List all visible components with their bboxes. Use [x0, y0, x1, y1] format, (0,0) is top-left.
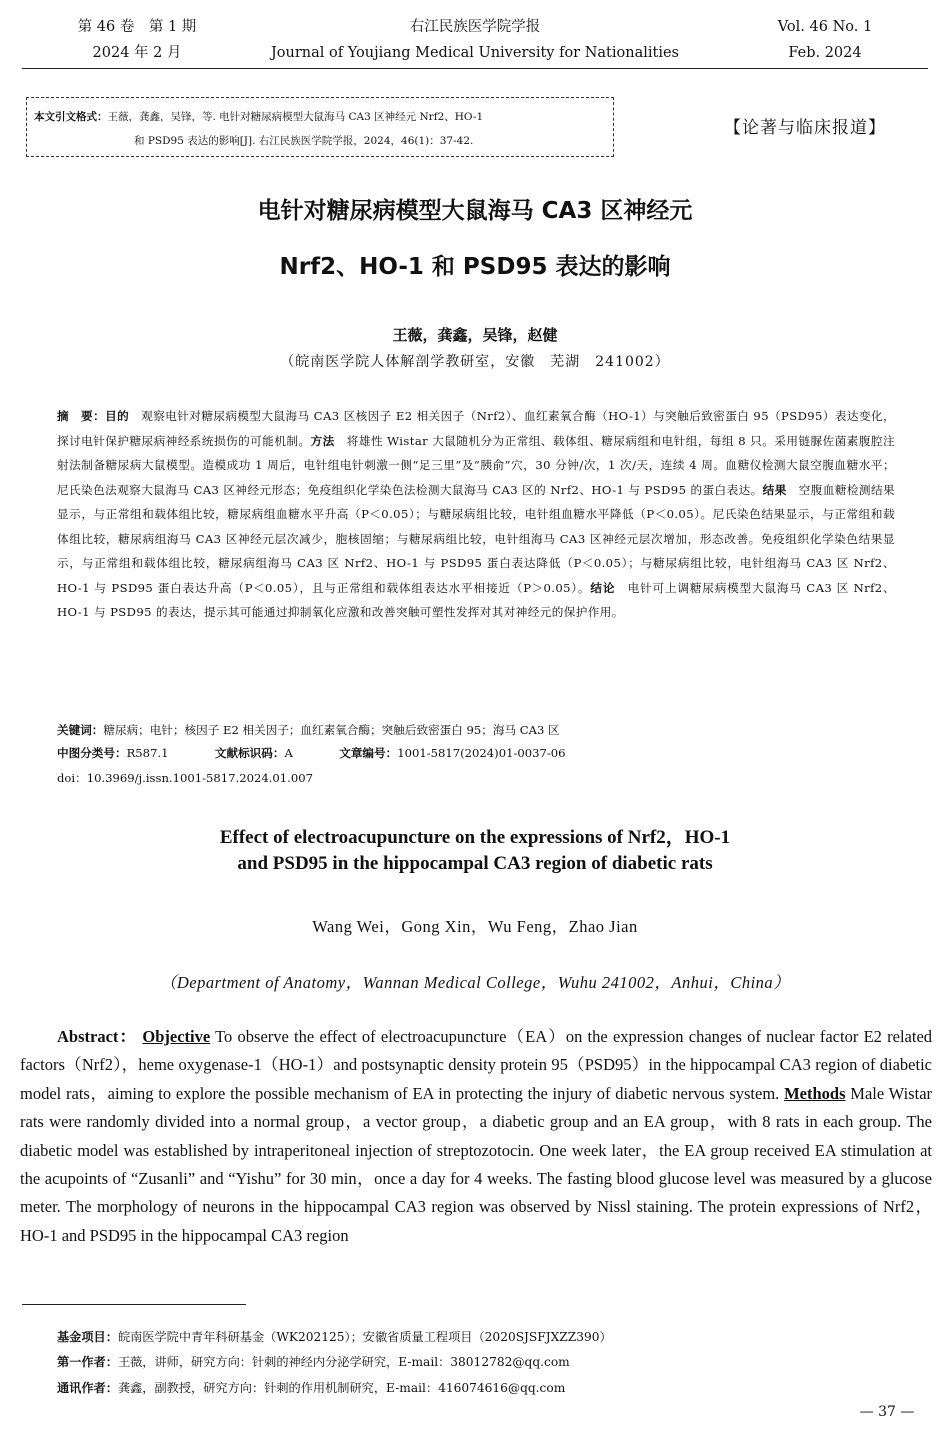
- abstract-cn-label: 摘 要：: [57, 409, 106, 423]
- header-right: [740, 14, 910, 66]
- footnote-rule: [22, 1304, 246, 1305]
- affiliation-en: （Department of Anatomy，Wannan Medical College，Wuhu 241002，Anhui，China）: [159, 973, 791, 992]
- clc-value: R587.1: [126, 746, 169, 760]
- objective-cn: 观察电针对糖尿病模型大鼠海马 CA3 区核因子 E2 相关因子（Nrf2）、血红素氧合酶（HO-1）与突触后致密蛋白 95（PSD95）表达变化，探讨电针保护糖尿病神经系统损伤的可能机制。: [57, 409, 895, 448]
- conclusion-cn: 电针可上调糖尿病模型大鼠海马 CA3 区 Nrf2、HO-1 与 PSD95 的表达，提示其可能通过抑制氧化应激和改善突触可塑性发挥对其对神经元的保护作用。: [57, 580, 895, 619]
- doi: doi：10.3969/j.issn.1001-5817.2024.01.007: [57, 771, 313, 785]
- corresponding-author-footnote: [57, 1378, 565, 1398]
- classification: [57, 741, 566, 765]
- article-no-label: 文章编号：: [339, 746, 398, 760]
- abstract-cn: [57, 404, 895, 625]
- doc-code-value: A: [284, 746, 293, 760]
- title-cn-line-2: Nrf2、HO-1 和 PSD95 表达的影响: [279, 254, 671, 280]
- date-en: Feb. 2024: [788, 45, 862, 61]
- objective-cn-label: 目的: [105, 409, 130, 423]
- header-center: [230, 14, 720, 66]
- objective-en-label: Objective: [142, 1027, 211, 1046]
- fund-text: 皖南医学院中青年科研基金（WK202125）；安徽省质量工程项目（2020SJSFJXZZ390）: [117, 1330, 612, 1344]
- date-cn: 2024 年 2 月: [92, 45, 182, 61]
- citation-line-2: 和 PSD95 表达的影响[J]. 右江民族医学院学报，2024，46(1)：37-42.: [134, 135, 474, 147]
- title-en-line-2: and PSD95 in the hippocampal CA3 region of diabetic rats: [237, 853, 713, 874]
- keywords-text: 糖尿病；电针；核因子 E2 相关因子；血红素氧合酶；突触后致密蛋白 95；海马 CA3 区: [103, 723, 560, 737]
- first-author-footnote: [57, 1352, 570, 1372]
- clc-label: 中图分类号：: [57, 746, 127, 760]
- fund-footnote: [57, 1327, 612, 1347]
- methods-cn: 将雄性 Wistar 大鼠随机分为正常组、载体组、糖尿病组和电针组，每组 8 只。采用链脲佐菌素腹腔注射法制备糖尿病大鼠模型。造模成功 1 周后，电针组电针刺激一侧“足三里”及“胰俞”穴，30 分钟/次，1 次/天，连续 4 周。血糖仪检测大鼠空腹血糖水平；尼氏染色法观察大鼠海马 CA3 区神经元形态；免疫组织化学染色法检测大鼠海马 CA3 区的 Nrf2、HO-1 与 PSD95 的蛋白表达。: [57, 433, 895, 497]
- fund-label: 基金项目：: [57, 1330, 118, 1344]
- conclusion-cn-label: 结论: [590, 580, 616, 595]
- page-number: — 37 —: [859, 1404, 915, 1420]
- objective-en: To observe the effect of electroacupuncture（EA）on the expression changes of nuclear factor E2 related factors（Nrf2），heme oxygenase-1（HO-1）and postsynaptic density protein 95（PSD95）in the hippocampal CA3 region of diabetic model rats，aiming to explore the possible mechanism of EA in protecting the injury of diabetic nervous system.: [20, 1027, 933, 1103]
- authors-cn: 王薇，龚鑫，吴锋，赵健: [392, 326, 558, 344]
- header-left: [52, 14, 222, 66]
- methods-en-label: Methods: [784, 1083, 846, 1103]
- results-cn: 空腹血糖检测结果显示，与正常组和载体组比较，糖尿病组血糖水平升高（P＜0.05）；与糖尿病组比较，电针组血糖水平降低（P＜0.05）。尼氏染色结果显示，与正常组和载体组比较，糖尿病组海马 CA3 区神经元层次减少，胞核固缩；与糖尿病组比较，电针组海马 CA3 区神经元层次增加，形态改善。免疫组织化学染色结果显示，与正常组和载体组比较，糖尿病组海马 CA3 区 Nrf2、HO-1 与 PSD95 蛋白表达降低（P＜0.05）；与糖尿病组比较，电针组海马 CA3 区 Nrf2、HO-1 与 PSD95 蛋白表达升高（P＜0.05），且与正常组和载体组表达水平相接近（P＞0.05）。: [57, 482, 895, 595]
- article-no-value: 1001-5817(2024)01-0037-06: [397, 746, 566, 760]
- journal-en: Journal of Youjiang Medical University for Nationalities: [270, 45, 679, 61]
- title-cn-line-1: 电针对糖尿病模型大鼠海马 CA3 区神经元: [257, 198, 693, 224]
- corresponding-label: 通讯作者：: [57, 1381, 118, 1395]
- first-author-label: 第一作者：: [57, 1355, 118, 1369]
- methods-cn-label: 方法: [310, 433, 335, 448]
- doc-code-label: 文献标识码：: [214, 746, 285, 760]
- citation-label: 本文引文格式：: [34, 111, 108, 123]
- methods-en: Male Wistar rats were randomly divided into a normal group，a vector group，a diabetic group and an EA group，with 8 rats in each group. The diabetic model was established by intraperitoneal injection of streptozotocin. One week later，the EA group received EA stimulation at the acupoints of “Zusanli” and “Yishu” for 30 min，once a day for 4 weeks. The fasting blood glucose level was measured by a glucose meter. The morphology of neurons in the hippocampal CA3 region was observed by Nissl staining. The protein expressions of Nrf2，HO-1 and PSD95 in the hippocampal CA3 region: [20, 1083, 933, 1245]
- abstract-en-label: Abstract：: [57, 1027, 138, 1046]
- corresponding-text: 龚鑫，副教授，研究方向：针刺的作用机制研究，E-mail：416074616@qq.com: [117, 1381, 566, 1395]
- keywords-label: 关键词：: [57, 723, 104, 737]
- authors-en: Wang Wei，Gong Xin，Wu Feng，Zhao Jian: [312, 917, 638, 936]
- keywords: [57, 718, 560, 742]
- volume-cn: 第 46 卷 第 1 期: [77, 19, 197, 35]
- volume-en: Vol. 46 No. 1: [777, 19, 873, 35]
- citation-text-1: 王薇，龚鑫，吴锋，等. 电针对糖尿病模型大鼠海马 CA3 区神经元 Nrf2、HO-1: [107, 111, 484, 123]
- affiliation-cn: （皖南医学院人体解剖学教研室，安徽 芜湖 241002）: [280, 354, 670, 370]
- column-label: 【论著与临床报道】: [724, 118, 886, 138]
- first-author-text: 王薇，讲师，研究方向：针刺的神经内分泌学研究，E-mail：38012782@qq.com: [117, 1355, 570, 1369]
- header-rule: [22, 68, 928, 69]
- abstract-en: [20, 1023, 932, 1250]
- journal-cn: 右江民族医学院学报: [409, 19, 541, 35]
- citation-line-1: [34, 108, 609, 126]
- title-en-line-1: Effect of electroacupuncture on the expressions of Nrf2，HO-1: [219, 827, 731, 848]
- results-cn-label: 结果: [762, 482, 787, 497]
